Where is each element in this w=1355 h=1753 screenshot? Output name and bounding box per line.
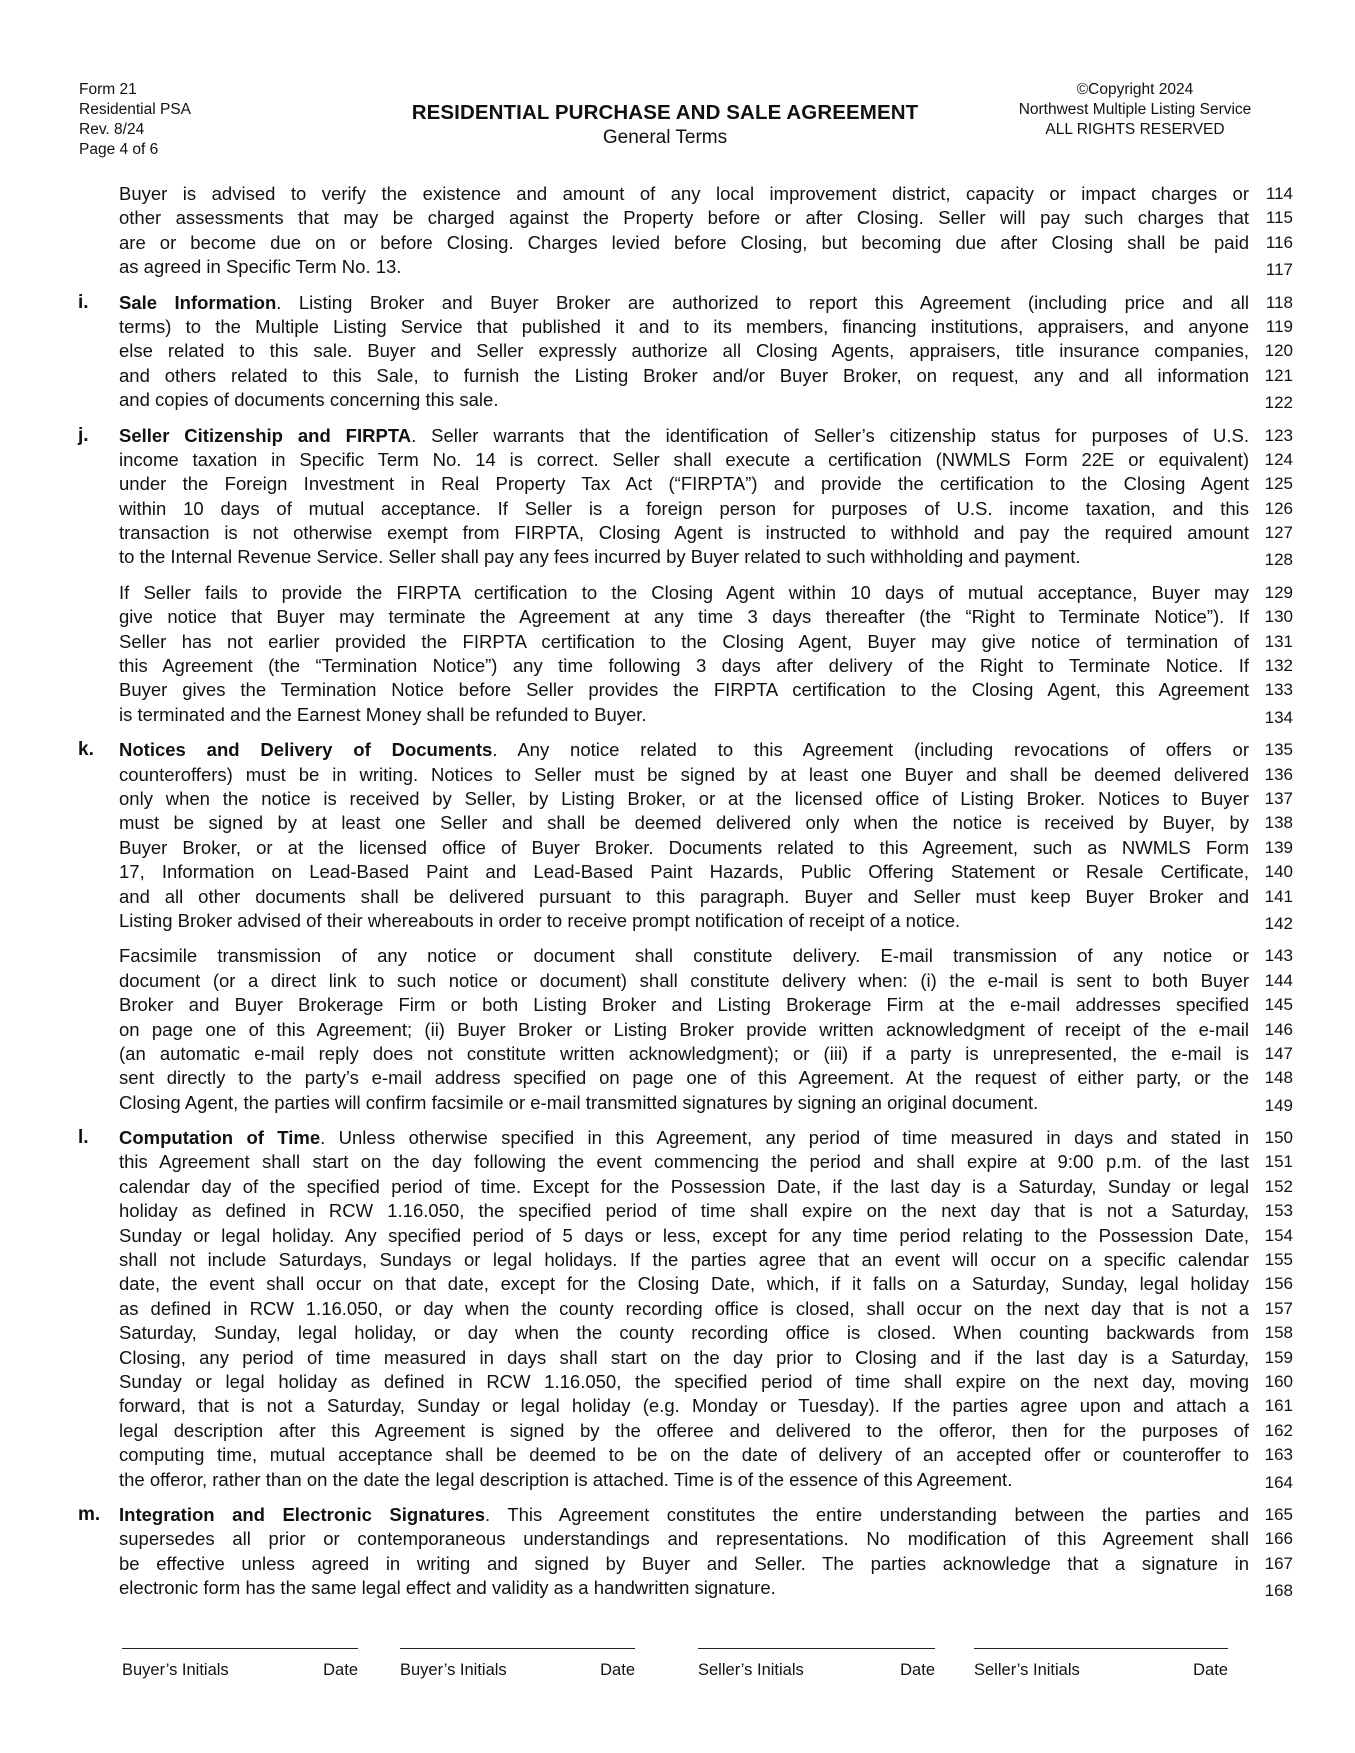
text-line <box>119 738 1293 762</box>
line-text: income taxation in Specific Term No. 14 is correct. Seller shall execute a certification (NWMLS Form 22E or equivalent) <box>119 448 1249 470</box>
line-text: . Any notice related to this Agreement (including revocations of offers or <box>492 739 1249 761</box>
text-line <box>119 969 1293 993</box>
paragraph-letter: i. <box>78 291 89 313</box>
line-number: 119 <box>1265 316 1293 336</box>
text-line <box>119 315 1293 339</box>
text-line <box>119 424 1293 448</box>
agreement-paragraph <box>60 182 1300 280</box>
line-number: 114 <box>1265 184 1293 203</box>
line-number: 166 <box>1264 1529 1293 1549</box>
line-text: calendar day of the specified period of time. Except for the Possession Date, if the last day is a Saturday, Sunday or legal <box>119 1175 1249 1197</box>
signature-line[interactable] <box>122 1648 358 1649</box>
line-number: 167 <box>1264 1553 1293 1573</box>
text-line <box>119 836 1293 860</box>
initials-footer <box>0 1648 1355 1698</box>
line-number: 152 <box>1264 1176 1293 1196</box>
line-text: is terminated and the Earnest Money shall be refunded to Buyer. <box>119 703 647 725</box>
initials-label: Seller’s Initials <box>974 1661 1080 1679</box>
agreement-paragraph <box>60 291 1300 413</box>
agreement-paragraph <box>60 944 1300 1115</box>
text-line <box>119 1042 1293 1066</box>
line-text: give notice that Buyer may terminate the Agreement at any time 3 days thereafter (the “Right to Terminate Notice”). If <box>119 606 1249 628</box>
text-line <box>119 1297 1293 1321</box>
line-text: Buyer is advised to verify the existence and amount of any local improvement district, capacity or impact charges or <box>119 183 1249 204</box>
line-number: 157 <box>1264 1298 1293 1318</box>
text-line <box>119 885 1293 909</box>
text-line <box>119 1199 1293 1223</box>
line-text: Facsimile transmission of any notice or document shall constitute delivery. E-mail transmission of any notice or <box>119 945 1249 967</box>
line-number: 117 <box>1265 260 1293 280</box>
agreement-paragraph <box>60 1503 1300 1601</box>
line-text: Buyer Broker, or at the licensed office of Buyer Broker. Documents related to this Agreement, such as NWMLS Form <box>119 836 1249 858</box>
line-number: 134 <box>1264 707 1293 727</box>
initials-label: Seller’s Initials <box>698 1661 804 1679</box>
line-text: Sunday or legal holiday. Any specified period of 5 days or less, except for any time period relating to the Possession Date, <box>119 1224 1249 1246</box>
line-text: within 10 days of mutual acceptance. If Seller is a foreign person for purposes of U.S. income taxation, and this <box>119 497 1249 519</box>
text-line <box>119 291 1293 315</box>
line-text: supersedes all prior or contemporaneous understandings and representations. No modification of this Agreement shall <box>119 1528 1249 1550</box>
line-text: this Agreement shall start on the day following the event commencing the period and shall expire at 9:00 p.m. of the last <box>119 1151 1249 1173</box>
text-line <box>119 1150 1293 1174</box>
line-text: must be signed by at least one Seller and shall be deemed delivered only when the notice is received by Buyer, by <box>119 812 1249 834</box>
line-text: If Seller fails to provide the FIRPTA certification to the Closing Agent within 10 days of mutual acceptance, Buyer may <box>119 581 1249 603</box>
line-text: this Agreement (the “Termination Notice”) any time following 3 days after delivery of the Right to Terminate Notice. If <box>119 655 1249 677</box>
line-number: 142 <box>1264 913 1293 933</box>
line-number: 144 <box>1264 970 1293 990</box>
date-label: Date <box>1193 1661 1228 1679</box>
line-number: 115 <box>1265 208 1293 228</box>
line-text: Closing Agent, the parties will confirm facsimile or e-mail transmitted signatures by signing an original document. <box>119 1091 1039 1113</box>
date-label: Date <box>900 1661 935 1679</box>
date-label: Date <box>600 1661 635 1679</box>
initials-label: Buyer’s Initials <box>122 1661 229 1679</box>
line-text: 17, Information on Lead-Based Paint and Lead-Based Paint Hazards, Public Offering Statement or Resale Certificate, <box>119 861 1249 883</box>
line-text: Listing Broker advised of their whereabouts in order to receive prompt notification of receipt of a notice. <box>119 909 961 931</box>
text-line <box>119 811 1293 835</box>
copyright-owner: Northwest Multiple Listing Service <box>1018 101 1252 118</box>
line-number: 148 <box>1264 1068 1293 1088</box>
text-line <box>119 388 1293 412</box>
line-number: 128 <box>1264 550 1293 570</box>
text-line <box>119 206 1293 230</box>
line-number: 149 <box>1264 1095 1293 1115</box>
text-line <box>119 339 1293 363</box>
line-number: 124 <box>1264 449 1293 469</box>
form-identifier <box>79 80 191 160</box>
page-number: Page 4 of 6 <box>79 141 159 158</box>
text-line <box>119 763 1293 787</box>
line-number: 163 <box>1264 1445 1293 1465</box>
line-number: 140 <box>1264 862 1293 882</box>
line-number: 123 <box>1264 425 1293 445</box>
paragraph-heading: Sale Information <box>119 291 277 313</box>
text-line <box>119 1321 1293 1345</box>
initials-block <box>974 1648 1228 1680</box>
text-line <box>119 1370 1293 1394</box>
agreement-paragraph <box>60 738 1300 933</box>
line-number: 133 <box>1264 680 1293 700</box>
text-line <box>119 993 1293 1017</box>
line-text: are or become due on or before Closing. Charges levied before Closing, but becoming due after Closing shall be paid <box>119 231 1249 253</box>
text-line <box>119 1468 1293 1492</box>
text-line <box>119 1419 1293 1443</box>
paragraph-letter: k. <box>78 739 94 761</box>
line-number: 139 <box>1264 837 1293 857</box>
text-line <box>119 605 1293 629</box>
line-number: 122 <box>1264 393 1293 413</box>
text-line <box>119 1346 1293 1370</box>
signature-line[interactable] <box>974 1648 1228 1649</box>
copyright-notice <box>990 80 1280 140</box>
text-line <box>119 448 1293 472</box>
line-number: 160 <box>1264 1371 1293 1391</box>
text-line <box>119 630 1293 654</box>
line-text: Broker and Buyer Brokerage Firm or both Listing Broker and Listing Brokerage Firm at the e-mail addresses specified <box>119 994 1249 1016</box>
document-subtitle: General Terms <box>602 127 728 148</box>
text-line <box>119 1527 1293 1551</box>
initials-block <box>400 1648 635 1680</box>
text-line <box>119 1248 1293 1272</box>
text-line <box>119 860 1293 884</box>
agreement-paragraph <box>60 581 1300 727</box>
paragraph-letter: l. <box>78 1127 89 1149</box>
copyright-line: ©Copyright 2024 <box>1076 81 1194 98</box>
line-text: transaction is not otherwise exempt from FIRPTA, Closing Agent is instructed to withhold and pay the required amount <box>119 522 1249 544</box>
line-number: 118 <box>1265 292 1293 312</box>
text-line <box>119 1394 1293 1418</box>
line-text: terms) to the Multiple Listing Service that published it and to its members, financing institutions, appraisers, and anyone <box>119 315 1249 337</box>
paragraph-letter: m. <box>78 1503 101 1525</box>
line-text: to the Internal Revenue Service. Seller shall pay any fees incurred by Buyer related to such withholding and payment. <box>119 546 1081 568</box>
paragraph-heading: Integration and Electronic Signatures <box>119 1503 486 1525</box>
text-line <box>119 1272 1293 1296</box>
line-number: 132 <box>1264 656 1293 676</box>
line-number: 159 <box>1264 1347 1293 1367</box>
line-text: shall not include Saturdays, Sundays or legal holidays. If the parties agree that an event will occur on a specific calendar <box>119 1249 1249 1271</box>
line-text: on page one of this Agreement; (ii) Buyer Broker or Listing Broker provide written acknowledgment of receipt of the e-mail <box>119 1018 1249 1040</box>
line-text: sent directly to the party’s e-mail address specified on page one of this Agreement. At the request of either party, or the <box>119 1067 1249 1089</box>
text-line <box>119 364 1293 388</box>
line-text: Seller has not earlier provided the FIRPTA certification to the Closing Agent, Buyer may give notice of termination of <box>119 630 1249 652</box>
text-line <box>119 1443 1293 1467</box>
line-text: computing time, mutual acceptance shall be deemed to be on the date of delivery of an accepted offer or counteroffer to <box>119 1444 1249 1466</box>
line-number: 154 <box>1264 1225 1293 1245</box>
text-line <box>119 787 1293 811</box>
line-text: and all other documents shall be delivered pursuant to this paragraph. Buyer and Seller must keep Buyer Broker and <box>119 885 1249 907</box>
rights-reserved: ALL RIGHTS RESERVED <box>1045 121 1225 138</box>
line-number: 136 <box>1264 764 1293 784</box>
text-line <box>119 182 1293 206</box>
line-number: 138 <box>1264 813 1293 833</box>
line-text: Sunday or legal holiday as defined in RCW 1.16.050, the specified period of time shall expire on the next day, moving <box>119 1370 1249 1392</box>
paragraph-heading: Computation of Time <box>119 1127 321 1149</box>
agreement-paragraph <box>60 1126 1300 1492</box>
line-number: 131 <box>1264 631 1293 651</box>
line-number: 116 <box>1265 232 1293 252</box>
line-number: 153 <box>1264 1201 1293 1221</box>
line-number: 135 <box>1264 740 1293 760</box>
line-number: 168 <box>1264 1581 1293 1601</box>
text-line <box>119 545 1293 569</box>
text-line <box>119 255 1293 279</box>
line-text: Closing, any period of time measured in days shall start on the day prior to Closing and if the last day is a Saturday, <box>119 1346 1249 1368</box>
text-line <box>119 1552 1293 1576</box>
line-text: . Unless otherwise specified in this Agreement, any period of time measured in days and stated in <box>320 1127 1249 1149</box>
line-number: 165 <box>1264 1504 1293 1524</box>
text-line <box>119 1576 1293 1600</box>
text-line <box>119 521 1293 545</box>
line-number: 143 <box>1264 946 1293 966</box>
text-line <box>119 231 1293 255</box>
line-number: 127 <box>1264 523 1293 543</box>
document-title: RESIDENTIAL PURCHASE AND SALE AGREEMENT <box>411 101 919 124</box>
text-line <box>119 678 1293 702</box>
line-text: and copies of documents concerning this sale. <box>119 389 499 411</box>
line-number: 158 <box>1264 1323 1293 1343</box>
text-line <box>119 1503 1293 1527</box>
line-text: as defined in RCW 1.16.050, or day when the county recording office is closed, shall occur on the next day that is not a <box>119 1297 1249 1319</box>
line-text: counteroffers) must be in writing. Notices to Seller must be signed by at least one Buyer and shall be deemed delivered <box>119 763 1249 785</box>
agreement-paragraph <box>60 424 1300 570</box>
line-number: 146 <box>1264 1019 1293 1039</box>
form-revision: Rev. 8/24 <box>79 121 145 138</box>
initials-block <box>698 1648 935 1680</box>
line-text: be effective unless agreed in writing and signed by Buyer and Seller. The parties acknowledge that a signature in <box>119 1552 1249 1574</box>
text-line <box>119 703 1293 727</box>
line-text: else related to this sale. Buyer and Seller expressly authorize all Closing Agents, appraisers, title insurance companies, <box>119 340 1249 362</box>
line-text: . This Agreement constitutes the entire understanding between the parties and <box>485 1503 1249 1525</box>
line-text: . Listing Broker and Buyer Broker are authorized to report this Agreement (including price and all <box>276 291 1249 313</box>
text-line <box>119 909 1293 933</box>
line-text: holiday as defined in RCW 1.16.050, the specified period of time shall expire on the next day that is not a Saturday, <box>119 1200 1249 1222</box>
text-line <box>119 654 1293 678</box>
line-number: 156 <box>1264 1274 1293 1294</box>
paragraph-heading: Seller Citizenship and FIRPTA <box>119 424 412 446</box>
text-line <box>119 472 1293 496</box>
paragraph-heading: Notices and Delivery of Documents <box>119 739 493 761</box>
line-text: date, the event shall occur on that date, except for the Closing Date, which, if it falls on a Saturday, Sunday, legal holiday <box>119 1273 1249 1295</box>
text-line <box>119 581 1293 605</box>
text-line <box>119 1018 1293 1042</box>
line-number: 145 <box>1264 995 1293 1015</box>
signature-line[interactable] <box>698 1648 935 1649</box>
line-text: electronic form has the same legal effect and validity as a handwritten signature. <box>119 1577 776 1599</box>
line-number: 121 <box>1264 365 1293 385</box>
line-text: the offeror, rather than on the date the legal description is attached. Time is of the essence of this Agreement. <box>119 1468 1013 1490</box>
line-number: 164 <box>1264 1472 1293 1492</box>
line-number: 130 <box>1264 607 1293 627</box>
line-number: 151 <box>1264 1152 1293 1172</box>
line-number: 141 <box>1264 886 1293 906</box>
line-text: document (or a direct link to such notice or document) shall constitute delivery when: (i) the e-mail is sent to both Buyer <box>119 969 1249 991</box>
line-text: under the Foreign Investment in Real Property Tax Act (“FIRPTA”) and provide the certification to the Closing Agent <box>119 473 1249 495</box>
form-number: Form 21 <box>79 81 137 98</box>
line-text: forward, that is not a Saturday, Sunday or legal holiday (e.g. Monday or Tuesday). If the parties agree upon and attach a <box>119 1395 1249 1417</box>
line-text: only when the notice is received by Seller, by Listing Broker, or at the licensed office of Listing Broker. Notices to Buyer <box>119 787 1249 809</box>
line-text: other assessments that may be charged against the Property before or after Closing. Seller will pay such charges that <box>119 207 1249 229</box>
line-number: 129 <box>1264 582 1293 602</box>
signature-line[interactable] <box>400 1648 635 1649</box>
initials-block <box>122 1648 358 1680</box>
date-label: Date <box>323 1661 358 1679</box>
line-number: 155 <box>1264 1250 1293 1270</box>
text-line <box>119 1091 1293 1115</box>
text-line <box>119 1126 1293 1150</box>
agreement-body <box>60 182 1300 1611</box>
text-line <box>119 497 1293 521</box>
document-heading <box>380 100 950 150</box>
line-text: Buyer gives the Termination Notice before Seller provides the FIRPTA certification to the Closing Agent, this Agreement <box>119 679 1249 701</box>
text-line <box>119 1175 1293 1199</box>
line-text: Saturday, Sunday, legal holiday, or day when the county recording office is closed. When counting backwards from <box>119 1322 1249 1344</box>
line-number: 125 <box>1264 474 1293 494</box>
line-number: 150 <box>1264 1128 1293 1148</box>
line-number: 147 <box>1264 1043 1293 1063</box>
line-number: 161 <box>1264 1396 1293 1416</box>
line-number: 120 <box>1264 341 1293 361</box>
text-line <box>119 1066 1293 1090</box>
text-line <box>119 1224 1293 1248</box>
line-text: as agreed in Specific Term No. 13. <box>119 256 402 278</box>
line-number: 162 <box>1264 1420 1293 1440</box>
line-number: 126 <box>1264 498 1293 518</box>
line-text: (an automatic e-mail reply does not constitute written acknowledgment); or (iii) if a party is unrepresented, the e-mail is <box>119 1042 1249 1064</box>
line-text: . Seller warrants that the identification of Seller’s citizenship status for purposes of U.S. <box>411 424 1249 446</box>
paragraph-letter: j. <box>78 424 89 446</box>
line-number: 137 <box>1264 788 1293 808</box>
line-text: legal description after this Agreement is signed by the offeree and delivered to the offeror, then for the purposes of <box>119 1419 1249 1441</box>
initials-label: Buyer’s Initials <box>400 1661 507 1679</box>
line-text: and others related to this Sale, to furnish the Listing Broker and/or Buyer Broker, on request, any and all information <box>119 364 1249 386</box>
form-name: Residential PSA <box>79 101 192 118</box>
text-line <box>119 944 1293 968</box>
